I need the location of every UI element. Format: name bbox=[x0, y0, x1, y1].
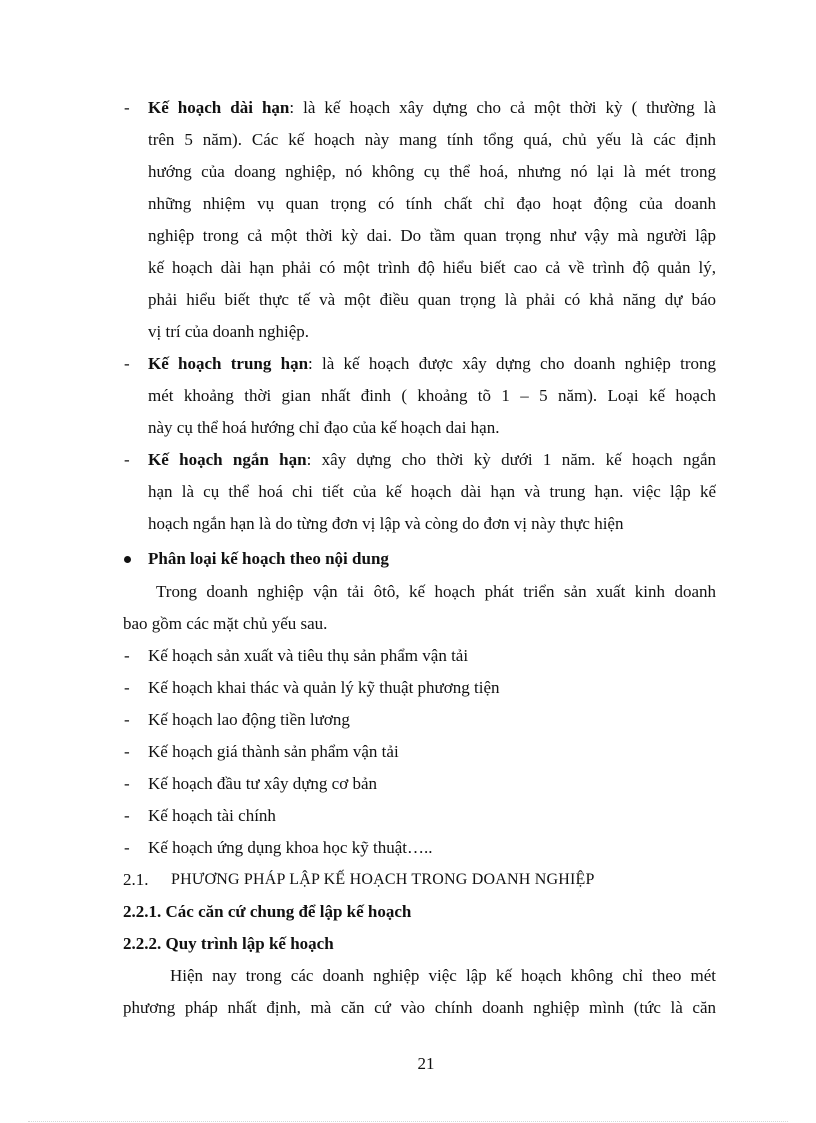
classification-heading: Phân loại kế hoạch theo nội dung bbox=[148, 549, 389, 568]
paragraph-line: hướng của doang nghiệp, nó không cụ thể hoá, nhưng nó lại là mét trong bbox=[148, 162, 716, 181]
list-item: Kế hoạch ứng dụng khoa học kỹ thuật….. bbox=[148, 838, 433, 857]
paragraph-line: hoạch ngắn hạn là do từng đơn vị lập và còng do đơn vị này thực hiện bbox=[148, 514, 624, 533]
paragraph-line: này cụ thể hoá hướng chỉ đạo của kế hoạch dai hạn. bbox=[148, 418, 500, 437]
list-dash: - bbox=[124, 838, 130, 857]
intro-line: bao gồm các mặt chủ yếu sau. bbox=[123, 614, 328, 633]
paragraph-line: vị trí của doanh nghiệp. bbox=[148, 322, 309, 341]
page-number: 21 bbox=[417, 1054, 435, 1073]
term-bold: Kế hoạch trung hạn bbox=[148, 354, 309, 373]
list-item: Kế hoạch lao động tiền lương bbox=[148, 710, 350, 729]
paragraph-line: kế hoạch dài hạn phải có một trình độ hiểu biết cao cả về trình độ quản lý, bbox=[148, 258, 716, 277]
list-item: Kế hoạch giá thành sản phẩm vận tải bbox=[148, 742, 399, 761]
list-dash: - bbox=[124, 354, 130, 373]
paragraph-line: Hiện nay trong các doanh nghiệp việc lập kế hoạch không chỉ theo mét bbox=[170, 966, 716, 985]
paragraph-line: trên 5 năm). Các kế hoạch này mang tính tổng quá, chủ yếu là các định bbox=[148, 130, 716, 149]
section-title: PHƯƠNG PHÁP LẬP KẾ HOẠCH TRONG DOANH NGHIỆP bbox=[171, 871, 595, 888]
list-dash: - bbox=[124, 98, 130, 117]
list-item: Kế hoạch tài chính bbox=[148, 806, 276, 825]
list-item: Kế hoạch sản xuất và tiêu thụ sản phẩm vận tải bbox=[148, 646, 469, 665]
paragraph-line: Kế hoạch dài hạn: là kế hoạch xây dựng cho cả một thời kỳ ( thường là bbox=[148, 98, 716, 117]
list-dash: - bbox=[124, 806, 130, 825]
subsection-heading: 2.2.2. Quy trình lập kế hoạch bbox=[123, 934, 334, 953]
section-number: 2.1. bbox=[123, 870, 149, 889]
paragraph-line: phương pháp nhất định, mà căn cứ vào chính doanh nghiệp mình (tức là căn bbox=[123, 998, 716, 1017]
list-dash: - bbox=[124, 646, 130, 665]
list-dash: - bbox=[124, 774, 130, 793]
page-bottom-divider bbox=[28, 1121, 788, 1122]
paragraph-line: Kế hoạch ngắn hạn: xây dựng cho thời kỳ dưới 1 năm. kế hoạch ngắn bbox=[148, 450, 716, 469]
intro-line: Trong doanh nghiệp vận tải ôtô, kế hoạch phát triển sản xuất kinh doanh bbox=[156, 582, 716, 601]
list-item: Kế hoạch đầu tư xây dựng cơ bản bbox=[148, 774, 377, 793]
paragraph-line: phải hiểu biết thực tế và một điều quan trọng là phải có khả năng dự báo bbox=[148, 290, 716, 309]
list-dash: - bbox=[124, 450, 130, 469]
list-dash: - bbox=[124, 710, 130, 729]
paragraph-line: mét khoảng thời gian nhất đinh ( khoảng tõ 1 – 5 năm). Loại kế hoạch bbox=[148, 386, 716, 405]
term-bold: Kế hoạch ngắn hạn bbox=[148, 450, 307, 469]
paragraph-line: Kế hoạch trung hạn: là kế hoạch được xây dựng cho doanh nghiệp trong bbox=[148, 354, 716, 373]
term-bold: Kế hoạch dài hạn bbox=[148, 98, 290, 117]
paragraph-line: hạn là cụ thể hoá chi tiết của kế hoạch dài hạn và trung hạn. việc lập kế bbox=[148, 482, 716, 501]
list-dash: - bbox=[124, 742, 130, 761]
paragraph-line: nghiệp trong cả một thời kỳ dai. Do tầm quan trọng như vậy mà người lập bbox=[148, 226, 716, 245]
paragraph-line: những nhiệm vụ quan trọng có tính chất chỉ đạo hoạt động của doanh bbox=[148, 194, 716, 213]
subsection-heading: 2.2.1. Các căn cứ chung để lập kế hoạch bbox=[123, 902, 412, 921]
list-dash: - bbox=[124, 678, 130, 697]
list-item: Kế hoạch khai thác và quản lý kỹ thuật phương tiện bbox=[148, 678, 500, 697]
bullet-dot-icon bbox=[124, 556, 131, 563]
